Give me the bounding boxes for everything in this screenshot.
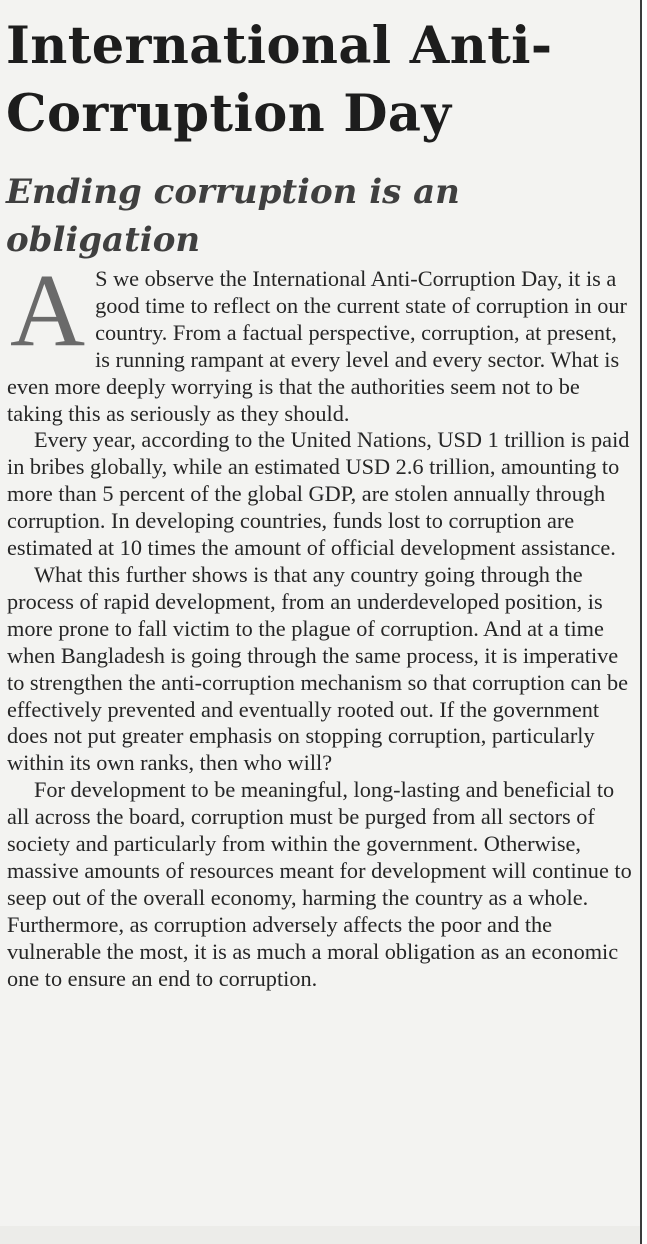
- article-paragraph-1: [7, 253, 635, 427]
- column-divider-rule: [640, 0, 642, 1244]
- article-headline: International Anti-Corruption Day: [6, 16, 553, 144]
- article-paragraph-4: For development to be meaningful, long-lasting and beneficial to all across the board, corruption must be purged from all sectors of society and particularly from within the government. Otherwise, massive amounts of resources meant for development will continue to seep out of the overall economy, harming the country as a whole. Furthermore, as corruption adversely affects the poor and the vulnerable the most, it is as much a moral obligation as an economic one to ensure an end to corruption.: [7, 777, 632, 991]
- bottom-margin: [0, 1226, 640, 1244]
- drop-cap: A: [10, 253, 86, 368]
- article-paragraph-1-text: S we observe the International Anti-Corruption Day, it is a good time to reflect on the current state of corruption in our country. From a factual perspective, corruption, at present, is running rampant at every level and every sector. What is even more deeply worrying is that the authorities seem not to be taking this as seriously as they should.: [7, 266, 627, 426]
- article-paragraph-3: What this further shows is that any country going through the process of rapid development, from an underdeveloped position, is more prone to fall victim to the plague of corruption. And at a time when Bangladesh is going through the same process, it is imperative to strengthen the anti-corruption mechanism so that corruption can be effectively prevented and eventually rooted out. If the government does not put greater emphasis on stopping corruption, particularly within its own ranks, then who will?: [7, 561, 629, 776]
- article-subhead: Ending corruption is an obligation: [6, 172, 460, 260]
- article-body: [7, 253, 635, 992]
- article-paragraph-2: Every year, according to the United Nations, USD 1 trillion is paid in bribes globally, while an estimated USD 2.6 trillion, amounting to more than 5 percent of the global GDP, are stolen annually through corruption. In developing countries, funds lost to corruption are estimated at 10 times the amount of official development assistance.: [7, 427, 630, 561]
